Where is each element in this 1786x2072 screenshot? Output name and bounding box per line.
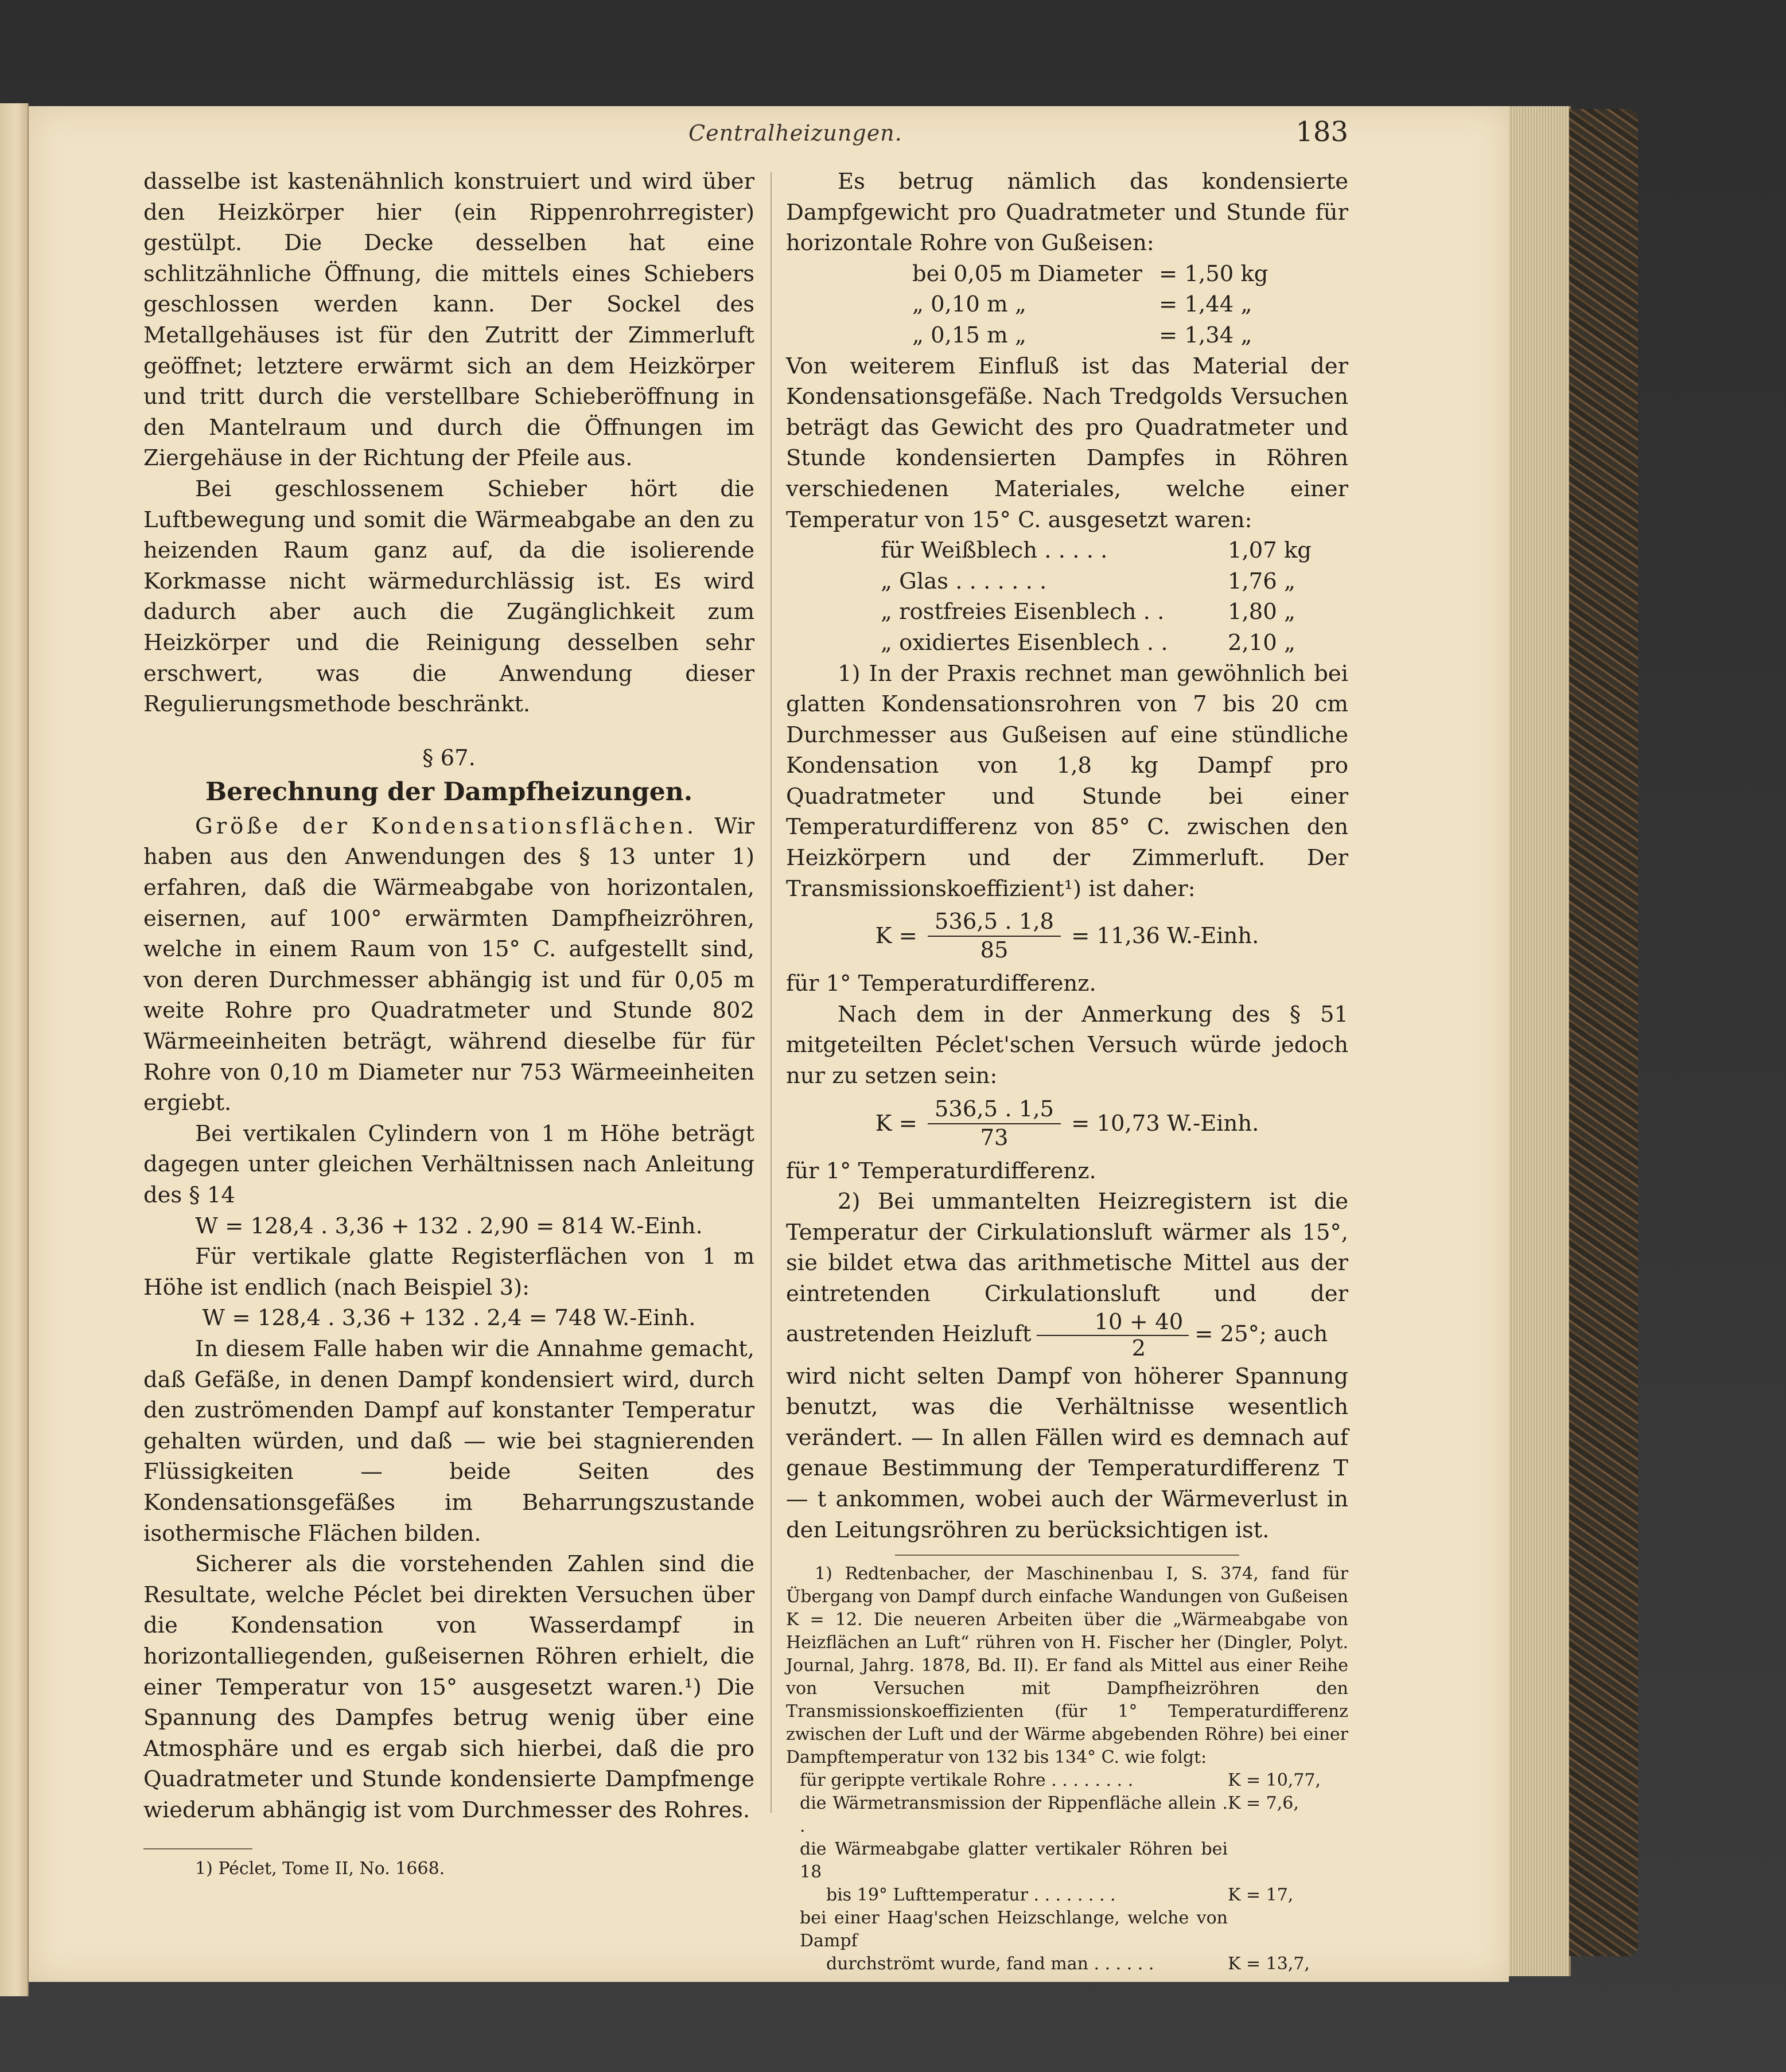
- table-cell: „ oxidiertes Eisenblech . .: [881, 629, 1168, 656]
- table-cell: „ 0,10 m „: [912, 291, 1026, 318]
- table-row: [786, 597, 1348, 628]
- paragraph: Sicherer als die vorstehenden Zahlen sind die Resultate, welche Péclet bei direkten Versuchen über die Kondensation von Wasserdampf in horizontalliegenden, gußeisernen Röhren erhielt, die einer Temperatur von 15° ausgesetzt waren.¹) Die Spannung des Dampfes betrug wenig über eine Atmosphäre und es ergab sich hierbei, daß die pro Quadratmeter und Stunde kondensierte Dampfmenge wiederum abhängig ist vom Durchmesser des Rohres.: [143, 1551, 754, 1823]
- section-title: Berechnung der Dampfheizungen.: [205, 777, 693, 807]
- paragraph: Es betrug nämlich das kondensierte Dampfgewicht pro Quadratmeter und Stunde für horizontale Rohre von Gußeisen:: [786, 169, 1348, 256]
- fraction-denominator: 2: [1131, 1335, 1146, 1361]
- section-number: § 67.: [422, 745, 476, 771]
- list-item-value: K = 13,7,: [1228, 1954, 1310, 1974]
- list-item-text: für gerippte vertikale Rohre . . . . . . . .: [800, 1770, 1134, 1791]
- table-cell: bei 0,05 m Diameter: [912, 260, 1142, 287]
- paragraph: für 1° Temperaturdifferenz.: [786, 971, 1096, 997]
- paragraph-text: Wir haben aus den Anwendungen des § 13 unter 1) erfahren, daß die Wärmeabgabe von horizontalen, eisernen, auf 100° erwärmten Dampfheizröhren, welche in einem Raum von 15° C. aufgestellt sind, von deren Durchmesser abhängig ist und für 0,05 m weite Rohre pro Quadratmeter und Stunde 802 Wärmeeinheiten beträgt, während dieselbe für für Rohre von 0,10 m Diameter nur 753 Wärmeeinheiten ergiebt.: [143, 813, 754, 1116]
- fraction: [1037, 1310, 1189, 1361]
- paragraph: [786, 1186, 1348, 1361]
- table-row: [786, 320, 1348, 351]
- list-item: [786, 1792, 1348, 1838]
- formula-lhs: K =: [875, 1110, 917, 1136]
- paragraph: Für vertikale glatte Registerflächen von 1 m Höhe ist endlich (nach Beispiel 3):: [143, 1244, 754, 1300]
- fraction-numerator: 536,5 . 1,8: [928, 908, 1061, 937]
- paragraph: dasselbe ist kastenähnlich konstruiert und wird über den Heizkörper hier (ein Rippenrohrregister) gestülpt. Die Decke desselben hat eine schlitzähnliche Öffnung, die mittels eines Schiebers geschlossen werden kann. Der Sockel des Metallgehäuses ist für den Zutritt der Zimmerluft geöffnet; letztere erwärmt sich an dem Heizkörper und tritt durch die verstellbare Schieberöffnung in den Mantelraum und durch die Öffnungen im Ziergehäuse in der Richtung der Pfeile aus.: [143, 169, 754, 472]
- footnote-text: 1) Redtenbacher, der Maschinenbau I, S. 374, fand für Übergang von Dampf durch einfache Wandungen von Gußeisen K = 12. Die neueren Arbeiten über die „Wärmeabgabe von Heizflächen an Luft“ rühren von H. Fischer her (Dingler, Polyt. Journal, Jahrg. 1878, Bd. II). Er fand als Mittel aus einer Reihe von Versuchen mit Dampfheizröhren den Transmissionskoeffizienten (für 1° Temperaturdifferenz zwischen der Luft und der Wärme abgebenden Röhre) bei einer Dampftemperatur von 132 bis 134° C. wie folgt:: [786, 1564, 1348, 1768]
- footnote: 1) Péclet, Tome II, No. 1668.: [195, 1859, 445, 1879]
- paragraph-text: = 25°; auch: [1194, 1321, 1328, 1347]
- fraction: [928, 908, 1061, 964]
- formula: W = 128,4 . 3,36 + 132 . 2,4 = 748 W.-Einh.: [202, 1305, 696, 1331]
- table-cell: 1,76 „: [1228, 568, 1295, 594]
- list-item: [786, 1769, 1348, 1792]
- table-row: [786, 259, 1348, 290]
- table-cell: 1,80 „: [1228, 599, 1295, 625]
- formula: W = 128,4 . 3,36 + 132 . 2,90 = 814 W.-Einh.: [195, 1213, 703, 1239]
- formula: [786, 904, 1348, 968]
- material-table: [786, 535, 1348, 658]
- footnote-rule: [143, 1848, 252, 1849]
- list-item-value: [1228, 1907, 1348, 1953]
- footnote: [786, 1563, 1348, 1976]
- table-cell: 2,10 „: [1228, 629, 1295, 656]
- formula: [786, 1092, 1348, 1156]
- facing-page-edge: [0, 103, 29, 1996]
- list-item-text: die Wärmetransmission der Rippenfläche allein . .: [800, 1793, 1228, 1837]
- book-cover-edge: [1569, 109, 1638, 1956]
- page-number: 183: [1295, 116, 1348, 148]
- fraction-denominator: 85: [980, 937, 1009, 964]
- paragraph: wird nicht selten Dampf von höherer Spannung benutzt, was die Verhältnisse wesentlich verändert. — In allen Fällen wird es demnach auf genaue Bestimmung der Temperaturdifferenz T — t ankommen, wobei auch der Wärmeverlust in den Leitungsröhren zu berücksichtigen ist.: [786, 1363, 1348, 1543]
- paragraph: 1) In der Praxis rechnet man gewöhnlich bei glatten Kondensationsrohren von 7 bis 20 cm Durchmesser aus Gußeisen auf eine stündliche Kondensation von 1,8 kg Dampf pro Quadratmeter und Stunde bei einer Temperaturdifferenz von 85° C. zwischen den Heizkörpern und der Zimmerluft. Der Transmissionskoeffizient¹) ist daher:: [786, 660, 1348, 902]
- list-item: [786, 1953, 1348, 1976]
- table-row: [786, 628, 1348, 659]
- list-item-value: K = 7,6,: [1228, 1793, 1299, 1814]
- fraction-denominator: 73: [980, 1124, 1009, 1151]
- table-cell: „ rostfreies Eisenblech . .: [881, 599, 1165, 625]
- table-cell: „ Glas . . . . . . .: [881, 568, 1047, 594]
- list-item-value: K = 17,: [1228, 1885, 1294, 1906]
- table-row: [786, 535, 1348, 566]
- list-item-text: bis 19° Lufttemperatur . . . . . . . .: [826, 1885, 1116, 1906]
- list-item-text: die Wärmeabgabe glatter vertikaler Röhren bei 18: [800, 1839, 1228, 1883]
- paragraph-lead: Größe der Kondensationsflächen.: [195, 813, 698, 839]
- table-cell: = 1,44 „: [1159, 291, 1252, 318]
- page-header: [143, 116, 1348, 155]
- table-row: [786, 289, 1348, 320]
- left-column: [143, 166, 754, 1880]
- footnote-rule: [895, 1555, 1239, 1556]
- list-item: [786, 1838, 1348, 1884]
- paragraph: Bei geschlossenem Schieber hört die Luftbewegung und somit die Wärmeabgabe an den zu heizenden Raum ganz auf, da die isolierende Korkmasse nicht wärmedurchlässig ist. Es wird dadurch aber auch die Zugänglichkeit zum Heizkörper und die Reinigung desselben sehr erschwert, was die Anwendung dieser Regulierungsmethode beschränkt.: [143, 476, 754, 718]
- formula-rhs: = 10,73 W.-Einh.: [1071, 1110, 1259, 1136]
- formula-lhs: K =: [875, 923, 917, 949]
- list-item: [786, 1884, 1348, 1907]
- column-divider: [771, 172, 772, 1813]
- diameter-table: [786, 259, 1348, 351]
- list-item: [786, 1907, 1348, 1953]
- table-cell: für Weißblech . . . . .: [881, 538, 1108, 564]
- table-cell: = 1,34 „: [1159, 322, 1252, 348]
- fraction-numerator: 10 + 40: [1037, 1310, 1189, 1336]
- paragraph: In diesem Falle haben wir die Annahme gemacht, daß Gefäße, in denen Dampf kondensiert wird, durch den zuströmenden Dampf auf konstanter Temperatur gehalten würden, und daß — wie bei stagnierenden Flüssigkeiten — beide Seiten des Kondensationsgefäßes im Beharrungszustande isothermische Flächen bilden.: [143, 1335, 754, 1547]
- paragraph: Nach dem in der Anmerkung des § 51 mitgeteilten Péclet'schen Versuch würde jedoch nur zu setzen sein:: [786, 1001, 1348, 1089]
- running-title: Centralheizungen.: [688, 120, 902, 146]
- paragraph: [143, 811, 754, 1119]
- table-cell: 1,07 kg: [1228, 538, 1312, 564]
- formula-rhs: = 11,36 W.-Einh.: [1071, 923, 1259, 949]
- paragraph: für 1° Temperaturdifferenz.: [786, 1158, 1096, 1184]
- list-item-value: K = 10,77,: [1228, 1770, 1321, 1791]
- list-item-value: [1228, 1838, 1348, 1884]
- fraction: [928, 1096, 1061, 1152]
- right-column: [786, 166, 1348, 1976]
- paragraph: Bei vertikalen Cylindern von 1 m Höhe beträgt dagegen unter gleichen Verhältnissen nach Anleitung des § 14: [143, 1120, 754, 1208]
- fraction-numerator: 536,5 . 1,5: [928, 1096, 1061, 1124]
- paragraph-text: 2) Bei ummantelten Heizregistern ist die Temperatur der Cirkulationsluft wärmer als 15°, sie bildet etwa das arithmetische Mittel aus der eintretenden Cirkulationsluft und der austretenden Heizluft: [786, 1189, 1348, 1347]
- table-row: [786, 566, 1348, 597]
- table-cell: = 1,50 kg: [1159, 260, 1269, 287]
- page-stack-edge: [1509, 106, 1571, 1976]
- list-item-text: bei einer Haag'schen Heizschlange, welche von Dampf: [800, 1908, 1228, 1952]
- list-item-text: durchströmt wurde, fand man . . . . . .: [826, 1954, 1154, 1974]
- paragraph: Von weiterem Einfluß ist das Material der Kondensationsgefäße. Nach Tredgolds Versuchen beträgt das Gewicht des pro Quadratmeter und Stunde kondensierten Dampfes in Röhren verschiedenen Materiales, welche einer Temperatur von 15° C. ausgesetzt waren:: [786, 353, 1348, 533]
- table-cell: „ 0,15 m „: [912, 322, 1026, 348]
